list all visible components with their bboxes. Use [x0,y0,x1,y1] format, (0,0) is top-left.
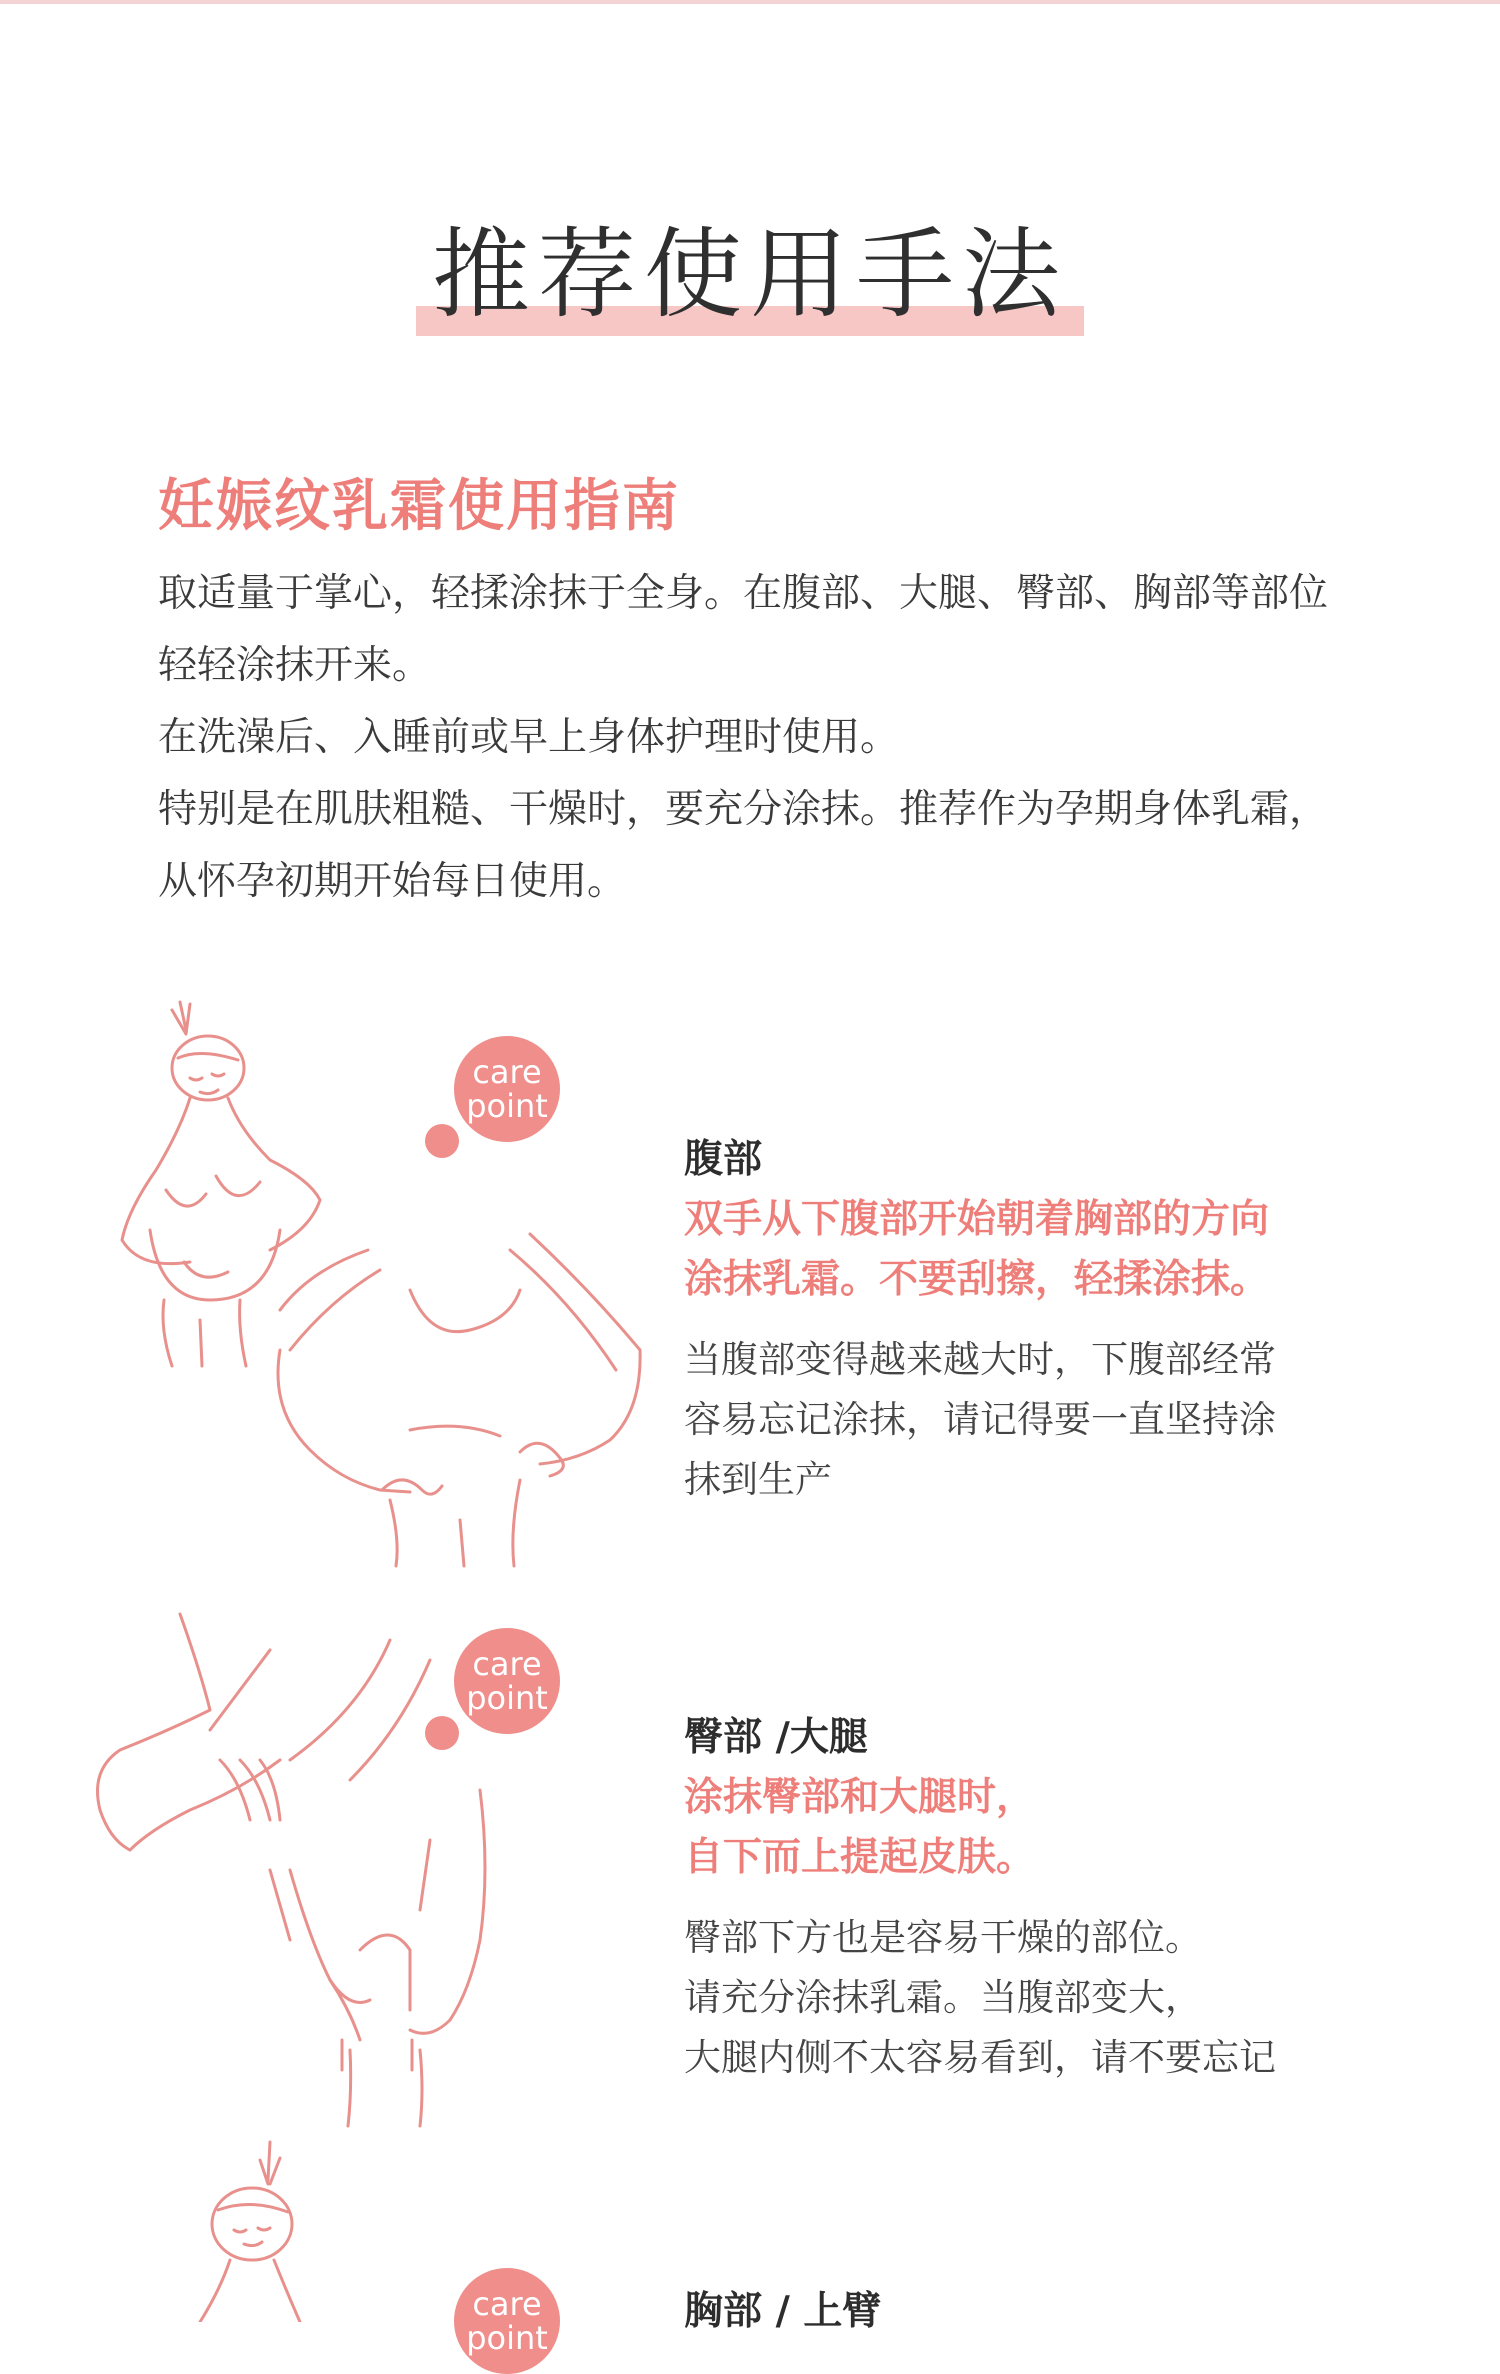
pregnant-woman-chest-icon [190,2140,330,2322]
top-divider [0,0,1500,4]
description-line: 臀部下方也是容易干燥的部位。 [684,1916,1202,1959]
emphasis-line: 涂抹臀部和大腿时， [684,1775,1036,1820]
emphasis-line: 双手从下腹部开始朝着胸部的方向 [684,1197,1270,1242]
section-subtitle: 妊娠纹乳霜使用指南 [158,474,680,539]
section-description [684,1330,1374,1510]
care-point-badge [454,2268,560,2374]
belly-hands-icon [270,1230,650,1570]
care-point-badge-line1: care [472,2285,542,2323]
care-point-badge-line2: point [466,1679,548,1717]
section-heading: 臀部 /大腿 [684,1715,868,1760]
intro-line: 轻轻涂抹开来。 [158,643,432,688]
care-point-badge [454,1628,560,1734]
title-area [0,210,1500,340]
section-belly [684,1134,1374,1510]
description-line: 容易忘记涂抹，请记得要一直坚持涂 [684,1398,1276,1441]
section-heading: 腹部 [684,1137,763,1182]
care-point-badge-line2: point [466,2319,548,2357]
emphasis-line: 涂抹乳霜。不要刮擦，轻揉涂抹。 [684,1257,1270,1302]
section-description [684,1908,1374,2088]
intro-line: 从怀孕初期开始每日使用。 [158,859,627,904]
section-chest-upper-arm [684,2286,1374,2338]
care-point-badge-line1: care [472,1053,542,1091]
care-point-badge-line1: care [472,1645,542,1683]
care-point-dot [425,1124,459,1158]
section-emphasis [684,1768,1374,1888]
care-point-badge-line2: point [466,1087,548,1125]
emphasis-line: 自下而上提起皮肤。 [684,1835,1036,1880]
section-heading: 胸部 / 上臂 [684,2289,882,2334]
section-hips-thighs [684,1712,1374,2088]
page-title: 推荐使用手法 [416,210,1084,340]
care-point-dot [425,1716,459,1750]
intro-line: 在洗澡后、入睡前或早上身体护理时使用。 [158,715,900,760]
intro-line: 取适量于掌心，轻揉涂抹于全身。在腹部、大腿、臀部、胸部等部位 [158,571,1329,616]
intro-line: 特别是在肌肤粗糙、干燥时，要充分涂抹。推荐作为孕期身体乳霜， [158,787,1329,832]
care-point-badge [454,1036,560,1142]
description-line: 大腿内侧不太容易看到，请不要忘记 [684,2036,1276,2079]
section-emphasis [684,1190,1374,1310]
description-line: 当腹部变得越来越大时，下腹部经常 [684,1338,1276,1381]
intro-text [158,558,1358,918]
description-line: 请充分涂抹乳霜。当腹部变大， [684,1976,1202,2019]
description-line: 抹到生产 [684,1458,832,1501]
